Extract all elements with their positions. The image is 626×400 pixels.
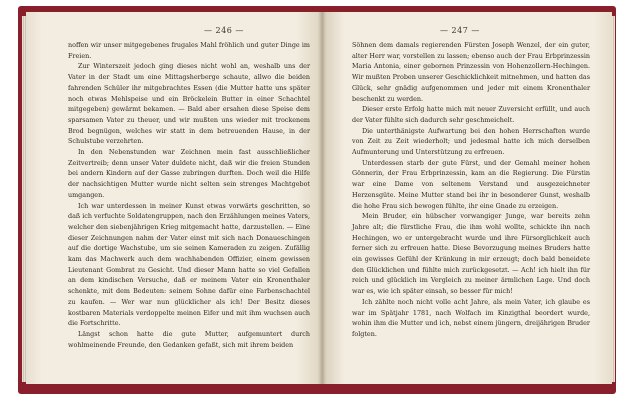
paragraph: Unterdessen starb der gute Fürst, und der Gemahl meiner hohen Gönnerin, der Frau Erbprinzessin, kam an die Regierung. Die Fürstin war eine Dame von seltenem Verstand und ausgezeichneter Herzensgüte. Meine Mutter stand bei ihr in besonderer Gunst, weshalb die hohe Frau sich bewogen fühlte, ihr eine Gnade zu erzeigen.	[352, 158, 590, 210]
paragraph: Die unterthänigste Aufwartung bei den hohen Herrschaften wurde von Zeit zu Zeit wiederholt; und jedesmal hatte ich mich derselben Aufmunterung und Unterstützung zu erfreuen.	[352, 126, 590, 157]
right-page	[322, 12, 612, 384]
paragraph: Längst schon hatte die gute Mutter, aufgemuntert durch wohlmeinende Freunde, den Gedanken gefaßt, sich mit ihrem beiden	[68, 329, 310, 349]
page-number-left: — 246 —	[204, 26, 244, 35]
page-number-right: — 247 —	[440, 26, 480, 35]
paragraph: Ich war unterdessen in meiner Kunst etwas vorwärts geschritten, so daß ich verfuchte Soldatengruppen, nach den Erzählungen meines Vaters, welcher den siebenjährigen Krieg mitgemacht hatte, darzustellen. — Eine dieser Zeichnungen nahm der Vater einst mit sich nach Donaueschingen auf die dortige Wachstube, um sie seinen Kameraden zu zeigen. Zufällig kam das Machwerk auch dem wachhabenden Offizier, einem gewissen Lieutenant Gombrat zu Gesicht. Und dieser Mann hatte so viel Gefallen an dem kindischen Versuche, daß er meinem Vater ein Kronenthaler schenkte, mit dem Bedeuten: seinem Sohne dafür eine Farbenschachtel zu kaufen. — Wer war nun glücklicher als ich! Der Besitz dieses kostbaren Materials verdoppelte meinen Eifer und mit ihm wuchsen auch die Fortschritte.	[68, 201, 310, 328]
paragraph: Zur Winterszeit jedoch ging dieses nicht wohl an, weshalb uns der Vater in der Stadt um eine Mittagsherberge schaute, allwo die beiden fahrenden Schüler ihr mitgebrachtes Essen (die Mutter hatte uns später noch etwas Mehlspeise und ein Bröckelein Butter in einer Schachtel mitgegeben) gewärmt bekamen. — Bald aber ersahen diese Speise dem sparsamen Vater zu theuer, und wir mußten uns wieder mit trockenem Brod begnügen, welches wir statt in dem betreuenden Hause, in der Schulstube verzehrten.	[68, 62, 310, 146]
paragraph: Dieser erste Erfolg hatte mich mit neuer Zuversicht erfüllt, und auch der Vater fühlte sich dadurch sehr geschmeichelt.	[352, 105, 590, 124]
book-gutter	[318, 12, 326, 384]
paragraph: Mein Bruder, ein hübscher vorwangiger Junge, war bereits zehn Jahre alt; die fürstliche Frau, die ihm wohl wollte, schickte ihn nach Hechingen, wo er untergebracht wurde und ihre Fürsorglichkeit auch ferner sich zu erfreuen hatte. Diese Bevorzugung meines Bruders hatte ein gewisses Gefühl der Kränkung in mir erzeugt; doch bald beneidete den Glücklichen und fühlte mich zurückgesetzt. — Ach! ich hielt ihn für reich und glücklich im Vergleich zu meiner ärmlichen Lage. Und doch war es, wie ich später einsah, so besser für mich!	[352, 212, 590, 296]
paragraph: In den Nebenstunden war Zeichnen mein fast ausschließlicher Zeitvertreib; denn unser Vater duldete nicht, daß wir die freien Stunden bei andern Kindern auf der Gasse zubringen durften. Doch weil die Hilfe der nachsichtigen Mutter wurde nicht selten sein strenges Machtgebot umgangen.	[68, 148, 310, 199]
paragraph: Söhnen dem damals regierenden Fürsten Joseph Wenzel, der ein guter, alter Herr war, vorstellen zu lassen; ebenso auch der Frau Erbprinzessin Maria Antonia, einer gebornen Prinzessin von Hohenzollern-Hechingen. Wir mußten Proben unserer Geschicklichkeit mitnehmen, und hatten das Glück, sehr gnädig aufgenommen und jeder mit einem Kronenthaler beschenkt zu werden.	[352, 41, 590, 103]
paragraph: Ich zählte noch nicht volle acht Jahre, als mein Vater, ich glaube es war im Spätjahr 1781, nach Wolfach im Kinzigthal beordert wurde, wohin ihm die Mutter und ich, nebst einem jüngern, dreijährigen Bruder folgten.	[352, 297, 590, 338]
left-page	[26, 12, 322, 384]
paragraph: noffen wir unser mitgegebenes frugales Mahl fröhlich und guter Dinge im Freien.	[68, 41, 310, 60]
